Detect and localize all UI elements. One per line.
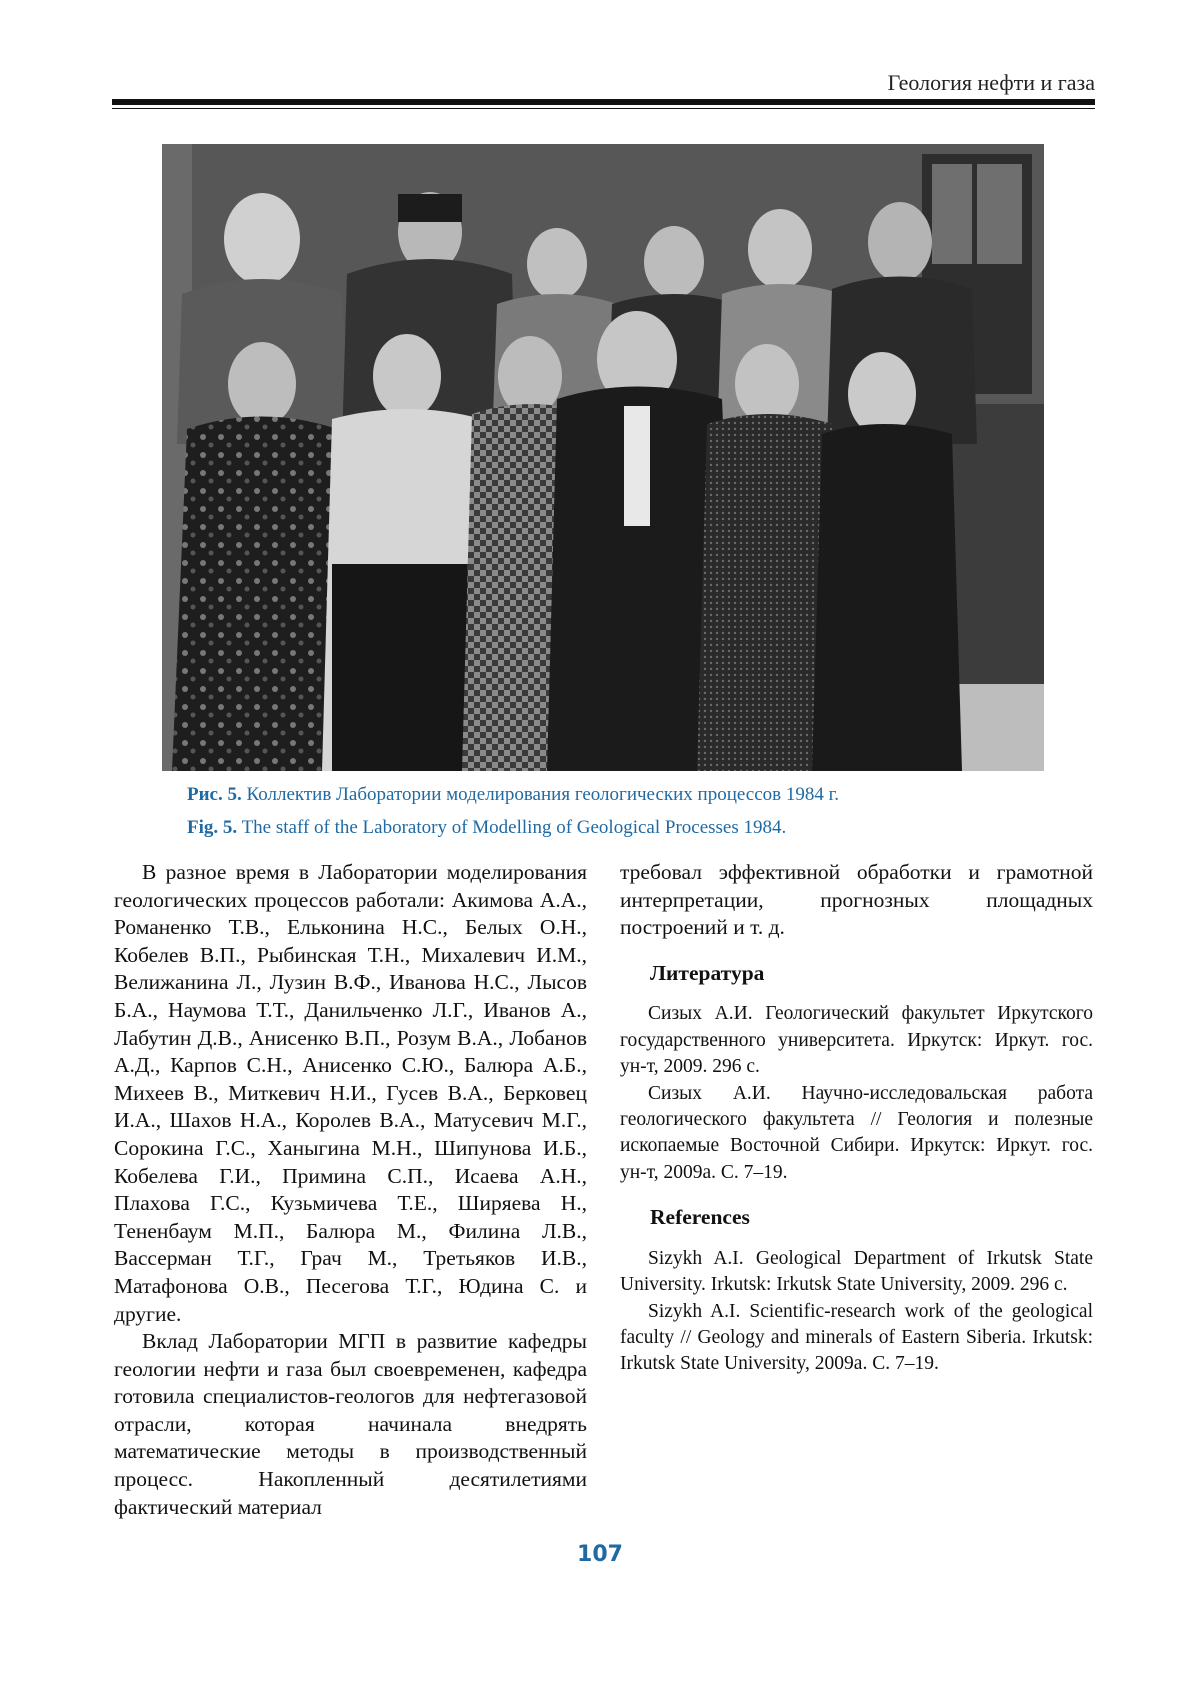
figure-caption-en — [187, 816, 786, 840]
left-column — [114, 859, 587, 1521]
right-column — [620, 859, 1093, 1378]
literature-item: Сизых А.И. Научно-исследовальская работа геологического факультета // Геология и полезные ископаемые Восточной Сибири. Иркутск: Иркут. гос. ун-т, 2009а. С. 7–19. — [620, 1082, 1093, 1183]
body-paragraph-staff: В разное время в Лаборатории моделирования геологических процессов работали: Акимова А.А., Романенко Т.В., Ельконина Н.С., Белых О.Н., Кобелев В.П., Рыбинская Т.Н., Михалевич И.М., Велижанина Л., Лузин В.Ф., Иванова Н.С., Лысов Б.А., Наумова Т.Т., Данильченко Л.Г., Иванов А., Лабутин Д.В., Анисенко В.П., Розум В.А., Лобанов А.Д., Карпов С.Н., Анисенко С.Ю., Балюра А.Б., Михеев В., Миткевич Н.И., Гусев В.А., Берковец И.А., Шахов Н.А., Королев В.А., Матусевич М.Г., Сорокина Г.С., Ханыгина М.Н., Шипунова И.Б., Кобелева Г.И., Примина С.П., Исаева А.Н., Плахова Г.С., Кузьмичева Т.Е., Ширяева Н., Тененбаум М.П., Балюра М., Филина Л.В., Вассерман Т.Г., Грач М., Третьяков И.В., Матафонова О.В., Песегова Т.Г., Юдина С. и другие. — [114, 860, 587, 1326]
figure-caption-ru — [187, 783, 839, 807]
header-rule-thin — [112, 108, 1095, 109]
group-photo — [162, 144, 1044, 771]
reference-item: Sizykh A.I. Geological Department of Irkutsk State University. Irkutsk: Irkutsk State University, 2009. 296 c. — [620, 1247, 1093, 1296]
references-heading: References — [650, 1205, 750, 1230]
reference-item: Sizykh A.I. Scientific-research work of the geological faculty // Geology and minerals of Eastern Siberia. Irkutsk: Irkutsk State University, 2009a. С. 7–19. — [620, 1300, 1093, 1375]
figure-caption-ru-label: Рис. 5. — [187, 784, 242, 805]
figure-caption-ru-text: Коллектив Лаборатории моделирования геологических процессов 1984 г. — [246, 784, 840, 805]
page-number: 107 — [577, 1542, 623, 1567]
figure-caption-en-label: Fig. 5. — [187, 817, 238, 838]
body-paragraph-contribution: Вклад Лаборатории МГП в развитие кафедры геологии нефти и газа был своевременен, кафедра готовила специалистов-геологов для нефтегазовой отрасли, которая начинала внедрять математические методы в производственный процесс. Накопленный десятилетиями фактический материал — [114, 1329, 587, 1519]
literature-heading: Литература — [650, 960, 765, 985]
header-rule-thick — [112, 99, 1095, 105]
figure-caption-en-text: The staff of the Laboratory of Modelling of Geological Processes 1984. — [241, 817, 787, 838]
body-paragraph-continued: требовал эффективной обработки и грамотной интерпретации, прогнозных площадных построений и т. д. — [620, 860, 1093, 940]
literature-item: Сизых А.И. Геологический факультет Иркутского государственного университета. Иркутск: Иркут. гос. ун-т, 2009. 296 с. — [620, 1003, 1093, 1078]
running-head-journal-title: Геология нефти и газа — [887, 70, 1095, 95]
